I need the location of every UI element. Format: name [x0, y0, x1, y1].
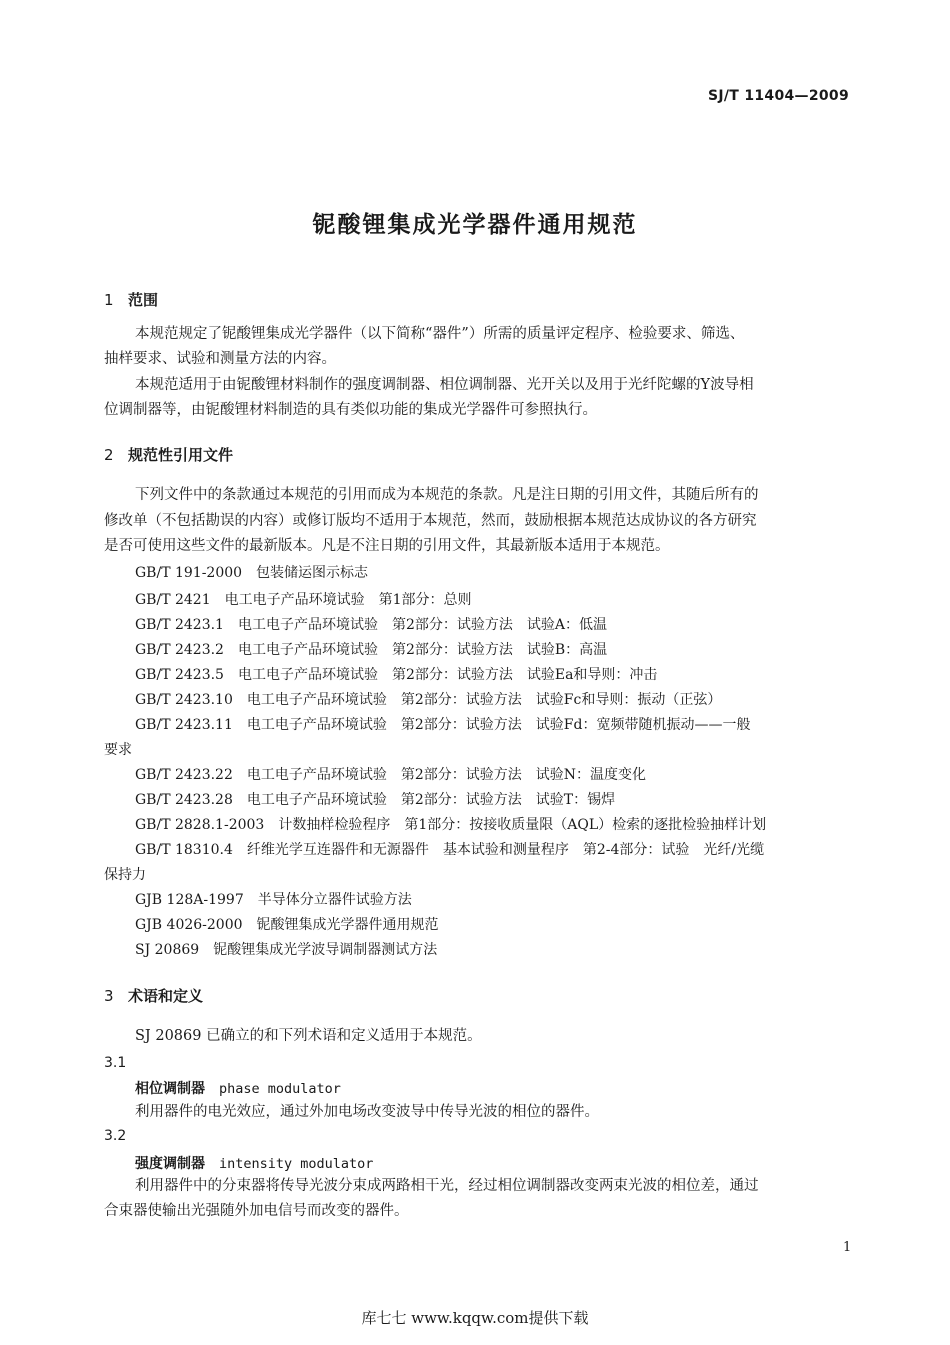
- paragraph-line: 位调制器等，由铌酸锂材料制造的具有类似功能的集成光学器件可参照执行。: [104, 402, 597, 418]
- term-definition: 利用器件的电光效应，通过外加电场改变波导中传导光波的相位的器件。: [135, 1104, 599, 1120]
- reference-item-continuation: 要求: [104, 742, 132, 758]
- term-chinese: 相位调制器: [135, 1081, 205, 1097]
- section-number: 3: [104, 987, 114, 1005]
- term-english: phase modulator: [219, 1081, 341, 1097]
- term-definition: 合束器使输出光强随外加电信号而改变的器件。: [104, 1203, 409, 1219]
- section-title: 范围: [128, 291, 159, 309]
- paragraph-line: 本规范适用于由铌酸锂材料制作的强度调制器、相位调制器、光开关以及用于光纤陀螺的Y波导相: [135, 377, 754, 393]
- reference-item: GB/T 2423.28 电工电子产品环境试验 第2部分：试验方法 试验T：锡焊: [135, 792, 616, 808]
- paragraph-line: 本规范规定了铌酸锂集成光学器件（以下简称“器件”）所需的质量评定程序、检验要求、筛选、: [135, 326, 745, 342]
- reference-item: SJ 20869 铌酸锂集成光学波导调制器测试方法: [135, 942, 438, 958]
- standard-code: SJ/T 11404—2009: [708, 88, 849, 104]
- reference-item: GB/T 2423.1 电工电子产品环境试验 第2部分：试验方法 试验A：低温: [135, 617, 607, 633]
- term-definition: 利用器件中的分束器将传导光波分束成两路相干光，经过相位调制器改变两束光波的相位差，通过: [135, 1178, 759, 1194]
- section-number: 1: [104, 291, 114, 309]
- reference-item: GB/T 191-2000 包装储运图示标志: [135, 565, 369, 581]
- section-title: 术语和定义: [128, 987, 204, 1005]
- term-heading: [135, 1078, 341, 1098]
- reference-item: GB/T 2423.5 电工电子产品环境试验 第2部分：试验方法 试验Ea和导则：冲击: [135, 667, 658, 683]
- document-title: 铌酸锂集成光学器件通用规范: [312, 212, 638, 238]
- section-2-heading: [104, 444, 233, 465]
- paragraph-line: 修改单（不包括勘误的内容）或修订版均不适用于本规范，然而，鼓励根据本规范达成协议的各方研究: [104, 513, 757, 529]
- term-english: intensity modulator: [219, 1156, 374, 1172]
- reference-item: GB/T 2421 电工电子产品环境试验 第1部分：总则: [135, 592, 472, 608]
- paragraph-line: 抽样要求、试验和测量方法的内容。: [104, 351, 336, 367]
- reference-item-continuation: 保持力: [104, 867, 146, 883]
- paragraph-line: 是否可使用这些文件的最新版本。凡是不注日期的引用文件，其最新版本适用于本规范。: [104, 538, 670, 554]
- paragraph-line: SJ 20869 已确立的和下列术语和定义适用于本规范。: [135, 1028, 482, 1044]
- reference-item: GJB 128A-1997 半导体分立器件试验方法: [135, 892, 412, 908]
- page-number: 1: [843, 1240, 852, 1255]
- reference-item: GB/T 2423.10 电工电子产品环境试验 第2部分：试验方法 试验Fc和导则：振动（正弦）: [135, 692, 722, 708]
- section-3-heading: [104, 985, 203, 1006]
- reference-item: GB/T 2423.11 电工电子产品环境试验 第2部分：试验方法 试验Fd：宽频带随机振动——一般: [135, 717, 751, 733]
- section-1-heading: [104, 289, 158, 310]
- term-number: 3.2: [104, 1128, 127, 1144]
- section-title: 规范性引用文件: [128, 446, 234, 464]
- footer-download-text: 库七七 www.kqqw.com提供下载: [361, 1309, 589, 1327]
- reference-item: GB/T 2423.22 电工电子产品环境试验 第2部分：试验方法 试验N：温度变化: [135, 767, 647, 783]
- reference-item: GJB 4026-2000 铌酸锂集成光学器件通用规范: [135, 917, 439, 933]
- reference-item: GB/T 18310.4 纤维光学互连器件和无源器件 基本试验和测量程序 第2-4部分：试验 光纤/光缆: [135, 842, 765, 858]
- term-number: 3.1: [104, 1055, 127, 1071]
- reference-item: GB/T 2828.1-2003 计数抽样检验程序 第1部分：按接收质量限（AQL）检索的逐批检验抽样计划: [135, 817, 767, 833]
- paragraph-line: 下列文件中的条款通过本规范的引用而成为本规范的条款。凡是注日期的引用文件，其随后所有的: [135, 487, 759, 503]
- term-heading: [135, 1153, 373, 1173]
- term-chinese: 强度调制器: [135, 1156, 205, 1172]
- reference-item: GB/T 2423.2 电工电子产品环境试验 第2部分：试验方法 试验B：高温: [135, 642, 608, 658]
- section-number: 2: [104, 446, 114, 464]
